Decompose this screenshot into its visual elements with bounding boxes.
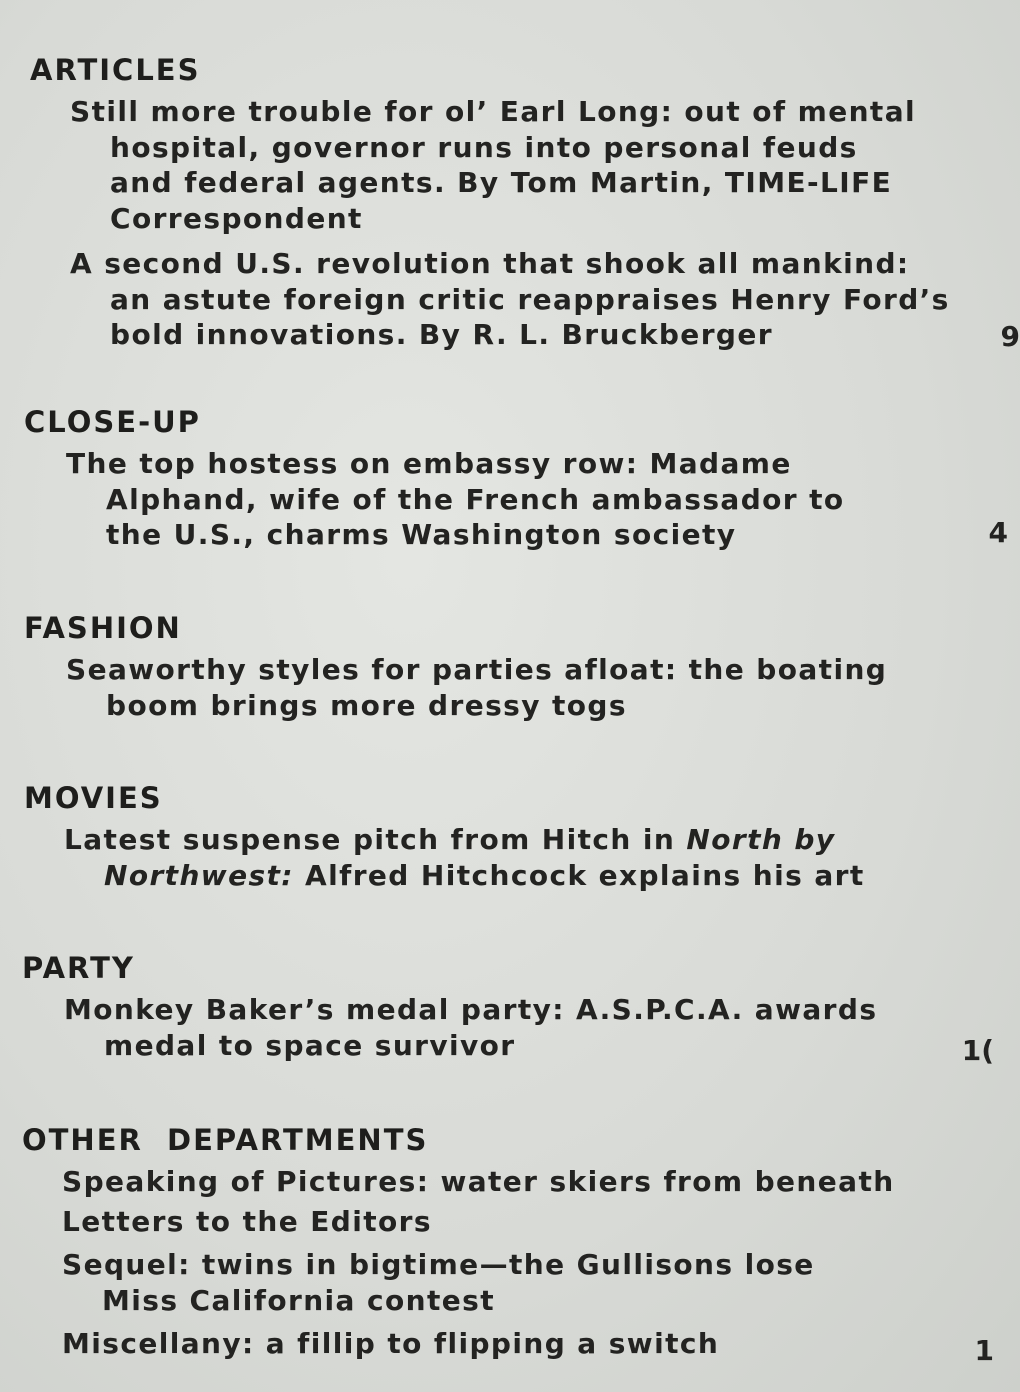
- section-fashion: [24, 610, 984, 729]
- entry-text: Alfred Hitchcock explains his art: [293, 858, 865, 892]
- list-item: [70, 246, 1010, 353]
- page-number: 9: [1000, 320, 1020, 353]
- entry-line: an astute foreign critic reappraises Henry Ford’s: [110, 282, 950, 316]
- entry-line: and federal agents. By Tom Martin, TIME-LIFE: [110, 166, 893, 199]
- section-party: [22, 950, 994, 1069]
- section-heading: PARTY: [22, 951, 135, 985]
- entry-line: [64, 822, 1004, 858]
- entry-line: boom brings more dressy togs: [106, 688, 627, 722]
- film-title: Northwest:: [104, 858, 294, 892]
- entry-line: hospital, governor runs into personal feuds: [110, 130, 858, 164]
- section-heading: OTHER DEPARTMENTS: [22, 1123, 429, 1157]
- list-item: [64, 822, 1004, 893]
- list-item: [62, 1247, 1002, 1318]
- list-item: [62, 1204, 1002, 1240]
- entry-line: Letters to the Editors: [62, 1204, 432, 1238]
- entry-line: Miss California contest: [102, 1283, 495, 1317]
- entry-line: [104, 858, 1004, 894]
- list-item: [64, 992, 1004, 1063]
- section-other-departments: [22, 1122, 994, 1368]
- entry-line: medal to space survivor: [104, 1028, 516, 1062]
- film-title: North by: [686, 823, 836, 856]
- entry-line: The top hostess on embassy row: Madame: [66, 447, 792, 480]
- entry-line: Miscellany: a fillip to flipping a switch: [62, 1327, 720, 1360]
- section-movies: [24, 780, 984, 899]
- list-item: [62, 1326, 1002, 1362]
- section-heading: CLOSE-UP: [24, 405, 201, 439]
- entry-line: Seaworthy styles for parties afloat: the boating: [66, 653, 888, 686]
- entry-line: bold innovations. By R. L. Bruckberger: [110, 318, 773, 351]
- section-articles: [30, 52, 1020, 359]
- entry-text: Latest suspense pitch from Hitch in: [64, 823, 687, 856]
- entry-line: A second U.S. revolution that shook all mankind:: [70, 247, 910, 280]
- section-heading: ARTICLES: [30, 53, 201, 87]
- entry-line: Alphand, wife of the French ambassador to: [106, 482, 845, 516]
- page-number: 1: [974, 1334, 994, 1367]
- section-close-up: [24, 404, 1008, 559]
- section-heading: FASHION: [24, 611, 182, 645]
- section-heading: MOVIES: [24, 781, 163, 815]
- list-item: [66, 446, 1006, 553]
- entry-line: Correspondent: [110, 201, 363, 235]
- page-number: 4: [988, 516, 1008, 549]
- list-item: [70, 94, 1010, 236]
- entry-line: Speaking of Pictures: water skiers from beneath: [62, 1165, 895, 1198]
- entry-line: Monkey Baker’s medal party: A.S.P.C.A. awards: [64, 993, 878, 1026]
- entry-line: the U.S., charms Washington society: [106, 518, 737, 551]
- list-item: [66, 652, 1006, 723]
- list-item: [62, 1164, 1002, 1200]
- entry-line: Sequel: twins in bigtime—the Gullisons lose: [62, 1248, 815, 1281]
- entry-line: Still more trouble for ol’ Earl Long: out of mental: [70, 95, 917, 128]
- page-number: 1(: [961, 1034, 994, 1067]
